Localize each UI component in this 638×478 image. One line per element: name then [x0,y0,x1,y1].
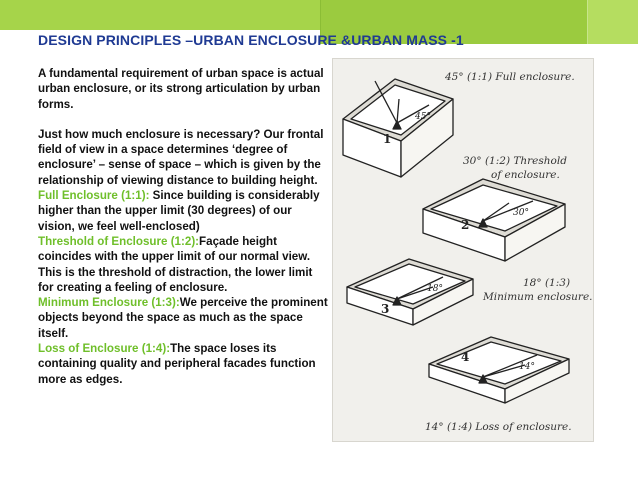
slide-title: DESIGN PRINCIPLES –URBAN ENCLOSURE &URBAN MASS -1 [38,32,464,48]
caption-threshold: 30° (1:2) Threshold [463,155,567,167]
sketch-number: 4 [461,350,470,364]
intro-paragraph: A fundamental requirement of urban space is actual urban enclosure, or its strong articulation by urban forms. [38,67,324,111]
enclosure-sketches [333,59,595,443]
item-heading: Minimum Enclosure (1:3): [38,296,180,310]
caption-minimum-2: Minimum enclosure. [483,291,593,303]
sketch-loss-enclosure [429,337,569,403]
item-heading: Threshold of Enclosure (1:2): [38,234,200,248]
caption-loss-enclosure: 14° (1:4) Loss of enclosure. [425,421,572,433]
angle-label: 30° [513,208,529,218]
angle-label: 14° [519,362,535,372]
item-text: The space loses its containing quality and peripheral facades function more as edges. [38,342,316,386]
sketch-threshold-enclosure [423,179,565,261]
body-text [38,66,330,387]
sketch-number: 3 [381,302,390,316]
item-text: Façade height coincides with the upper limit of our normal view. This is the threshold of distraction, the lower limit for creating a feeling of enclosure. [38,234,313,294]
item-full-enclosure [38,188,330,234]
enclosure-sketch-figure [332,58,594,442]
angle-label: 45° [415,112,431,122]
item-threshold-enclosure [38,234,330,295]
item-heading: Full Enclosure (1:1): [38,189,150,203]
caption-full-enclosure: 45° (1:1) Full enclosure. [445,71,575,83]
item-text: We perceive the prominent objects beyond the space as much as the space itself. [38,296,328,340]
item-loss-enclosure [38,341,330,387]
item-minimum-enclosure [38,295,330,341]
angle-label: 18° [427,284,443,294]
item-heading: Loss of Enclosure (1:4): [38,342,171,356]
sketch-number: 2 [461,218,470,232]
sketch-number: 1 [383,132,392,146]
sketch-full-enclosure [343,79,453,177]
item-text: Since building is considerably higher than the upper limit (30 degrees) of our vision, we feel well-enclosed) [38,189,320,233]
caption-threshold-2: of enclosure. [491,169,560,181]
sketch-minimum-enclosure [347,259,473,325]
caption-minimum: 18° (1:3) [523,277,571,289]
question-paragraph: Just how much enclosure is necessary? Our frontal field of view in a space determines ‘degree of enclosure’ – sense of space – which is given by the relationship of viewing distance to building height. [38,127,324,187]
